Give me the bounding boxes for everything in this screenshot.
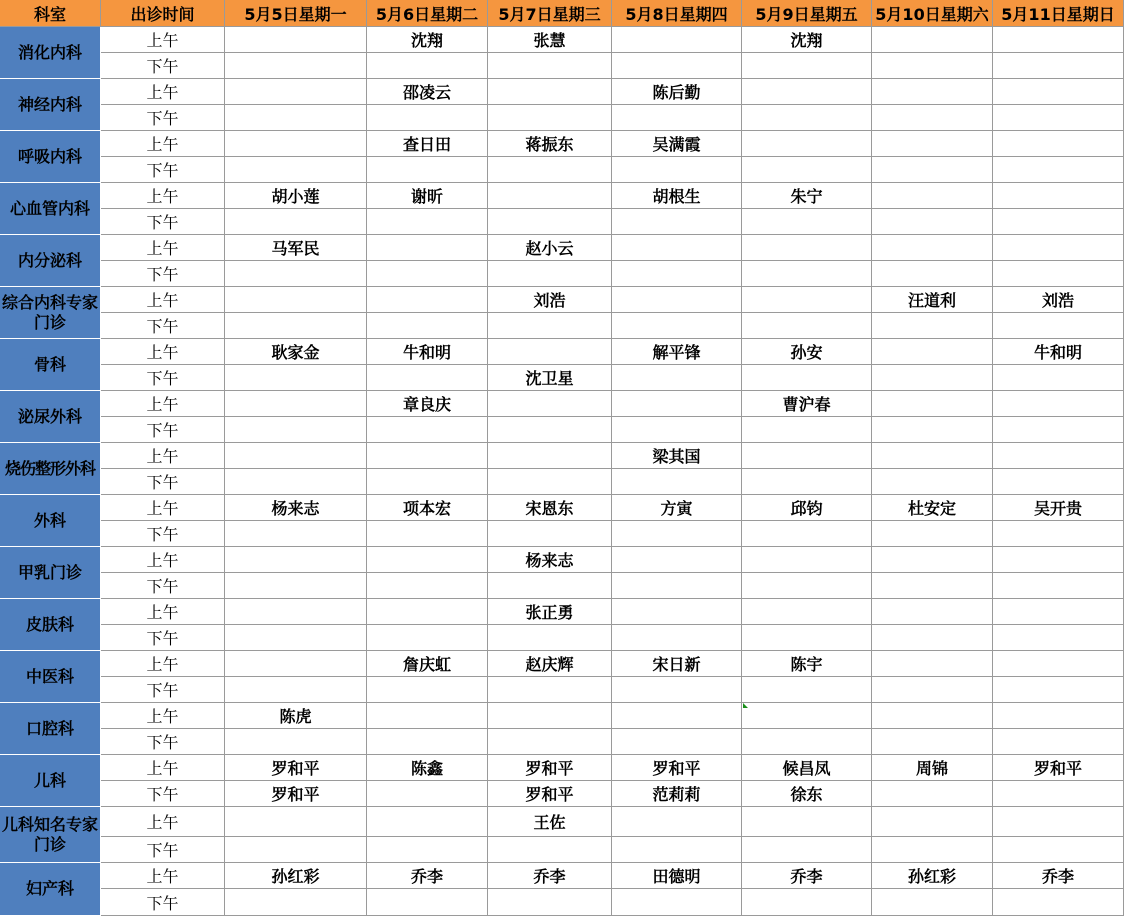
doctor-cell[interactable] — [742, 235, 872, 261]
doctor-cell[interactable] — [993, 625, 1124, 651]
department-cell[interactable]: 甲乳门诊 — [0, 547, 101, 599]
doctor-cell[interactable] — [993, 521, 1124, 547]
session-cell[interactable]: 下午 — [101, 105, 225, 131]
doctor-cell[interactable] — [225, 209, 367, 235]
doctor-cell[interactable] — [367, 209, 488, 235]
doctor-cell[interactable]: 陈宇 — [742, 651, 872, 677]
doctor-cell[interactable] — [612, 27, 742, 53]
doctor-cell[interactable] — [872, 599, 993, 625]
doctor-cell[interactable] — [872, 53, 993, 79]
doctor-cell[interactable]: 陈虎 — [225, 703, 367, 729]
doctor-cell[interactable] — [612, 157, 742, 183]
doctor-cell[interactable]: 徐东 — [742, 781, 872, 807]
doctor-cell[interactable]: 梁其国 — [612, 443, 742, 469]
session-cell[interactable]: 下午 — [101, 521, 225, 547]
doctor-cell[interactable] — [872, 677, 993, 703]
doctor-cell[interactable] — [225, 53, 367, 79]
doctor-cell[interactable]: 乔李 — [488, 863, 612, 889]
session-cell[interactable]: 上午 — [101, 131, 225, 157]
doctor-cell[interactable] — [488, 573, 612, 599]
doctor-cell[interactable] — [993, 183, 1124, 209]
session-cell[interactable]: 上午 — [101, 807, 225, 837]
session-cell[interactable]: 下午 — [101, 417, 225, 443]
doctor-cell[interactable] — [367, 105, 488, 131]
doctor-cell[interactable]: 赵小云 — [488, 235, 612, 261]
doctor-cell[interactable] — [612, 287, 742, 313]
doctor-cell[interactable] — [993, 889, 1124, 916]
doctor-cell[interactable]: 沈翔 — [742, 27, 872, 53]
session-cell[interactable]: 下午 — [101, 837, 225, 863]
doctor-cell[interactable] — [993, 53, 1124, 79]
doctor-cell[interactable] — [742, 703, 872, 729]
doctor-cell[interactable]: 罗和平 — [993, 755, 1124, 781]
doctor-cell[interactable] — [225, 131, 367, 157]
doctor-cell[interactable]: 胡小莲 — [225, 183, 367, 209]
department-cell[interactable]: 泌尿外科 — [0, 391, 101, 443]
doctor-cell[interactable] — [872, 521, 993, 547]
doctor-cell[interactable] — [612, 469, 742, 495]
doctor-cell[interactable] — [367, 469, 488, 495]
doctor-cell[interactable] — [225, 105, 367, 131]
doctor-cell[interactable] — [872, 209, 993, 235]
department-cell[interactable]: 神经内科 — [0, 79, 101, 131]
doctor-cell[interactable] — [993, 235, 1124, 261]
session-cell[interactable]: 下午 — [101, 157, 225, 183]
doctor-cell[interactable] — [488, 157, 612, 183]
doctor-cell[interactable] — [742, 105, 872, 131]
doctor-cell[interactable]: 张正勇 — [488, 599, 612, 625]
doctor-cell[interactable] — [367, 417, 488, 443]
session-cell[interactable]: 下午 — [101, 209, 225, 235]
department-cell[interactable]: 口腔科 — [0, 703, 101, 755]
doctor-cell[interactable] — [742, 469, 872, 495]
header-day[interactable]: 5月6日星期二 — [367, 0, 488, 27]
doctor-cell[interactable] — [367, 521, 488, 547]
doctor-cell[interactable] — [872, 807, 993, 837]
doctor-cell[interactable] — [993, 365, 1124, 391]
department-cell[interactable]: 骨科 — [0, 339, 101, 391]
department-cell[interactable]: 外科 — [0, 495, 101, 547]
doctor-cell[interactable] — [488, 261, 612, 287]
doctor-cell[interactable] — [612, 625, 742, 651]
doctor-cell[interactable] — [612, 573, 742, 599]
session-cell[interactable]: 上午 — [101, 391, 225, 417]
doctor-cell[interactable] — [872, 781, 993, 807]
doctor-cell[interactable]: 孙安 — [742, 339, 872, 365]
doctor-cell[interactable]: 张慧 — [488, 27, 612, 53]
doctor-cell[interactable] — [872, 837, 993, 863]
doctor-cell[interactable] — [872, 79, 993, 105]
doctor-cell[interactable] — [993, 79, 1124, 105]
doctor-cell[interactable]: 赵庆辉 — [488, 651, 612, 677]
doctor-cell[interactable] — [612, 889, 742, 916]
doctor-cell[interactable] — [225, 573, 367, 599]
doctor-cell[interactable] — [225, 417, 367, 443]
session-cell[interactable]: 下午 — [101, 729, 225, 755]
doctor-cell[interactable]: 乔李 — [993, 863, 1124, 889]
doctor-cell[interactable] — [872, 391, 993, 417]
session-cell[interactable]: 上午 — [101, 495, 225, 521]
doctor-cell[interactable] — [225, 599, 367, 625]
doctor-cell[interactable] — [742, 547, 872, 573]
doctor-cell[interactable] — [367, 365, 488, 391]
doctor-cell[interactable]: 罗和平 — [488, 755, 612, 781]
doctor-cell[interactable] — [225, 313, 367, 339]
doctor-cell[interactable] — [367, 837, 488, 863]
doctor-cell[interactable] — [225, 469, 367, 495]
doctor-cell[interactable]: 孙红彩 — [872, 863, 993, 889]
doctor-cell[interactable] — [225, 391, 367, 417]
doctor-cell[interactable] — [993, 729, 1124, 755]
doctor-cell[interactable] — [225, 547, 367, 573]
doctor-cell[interactable] — [225, 677, 367, 703]
doctor-cell[interactable]: 罗和平 — [612, 755, 742, 781]
doctor-cell[interactable] — [993, 261, 1124, 287]
doctor-cell[interactable] — [488, 625, 612, 651]
department-cell[interactable]: 内分泌科 — [0, 235, 101, 287]
session-cell[interactable]: 上午 — [101, 755, 225, 781]
doctor-cell[interactable] — [612, 105, 742, 131]
doctor-cell[interactable] — [742, 807, 872, 837]
doctor-cell[interactable] — [872, 729, 993, 755]
session-cell[interactable]: 下午 — [101, 625, 225, 651]
doctor-cell[interactable] — [742, 443, 872, 469]
doctor-cell[interactable] — [367, 53, 488, 79]
doctor-cell[interactable] — [872, 573, 993, 599]
doctor-cell[interactable] — [993, 27, 1124, 53]
doctor-cell[interactable]: 宋恩东 — [488, 495, 612, 521]
doctor-cell[interactable]: 候昌凤 — [742, 755, 872, 781]
doctor-cell[interactable] — [872, 365, 993, 391]
header-dept[interactable]: 科室 — [0, 0, 101, 27]
doctor-cell[interactable] — [612, 729, 742, 755]
doctor-cell[interactable] — [612, 391, 742, 417]
doctor-cell[interactable] — [742, 729, 872, 755]
doctor-cell[interactable] — [367, 235, 488, 261]
header-time[interactable]: 出诊时间 — [101, 0, 225, 27]
session-cell[interactable]: 上午 — [101, 79, 225, 105]
doctor-cell[interactable] — [225, 837, 367, 863]
doctor-cell[interactable] — [612, 677, 742, 703]
doctor-cell[interactable]: 宋日新 — [612, 651, 742, 677]
doctor-cell[interactable]: 周锦 — [872, 755, 993, 781]
doctor-cell[interactable] — [872, 157, 993, 183]
doctor-cell[interactable] — [993, 837, 1124, 863]
department-cell[interactable]: 心血管内科 — [0, 183, 101, 235]
header-day[interactable]: 5月7日星期三 — [488, 0, 612, 27]
session-cell[interactable]: 下午 — [101, 261, 225, 287]
doctor-cell[interactable] — [488, 889, 612, 916]
doctor-cell[interactable] — [742, 625, 872, 651]
header-day[interactable]: 5月8日星期四 — [612, 0, 742, 27]
doctor-cell[interactable] — [488, 53, 612, 79]
department-cell[interactable]: 消化内科 — [0, 27, 101, 79]
doctor-cell[interactable]: 范莉莉 — [612, 781, 742, 807]
doctor-cell[interactable]: 王佐 — [488, 807, 612, 837]
doctor-cell[interactable] — [993, 391, 1124, 417]
doctor-cell[interactable] — [872, 443, 993, 469]
department-cell[interactable]: 儿科知名专家门诊 — [0, 807, 101, 863]
doctor-cell[interactable] — [872, 469, 993, 495]
doctor-cell[interactable] — [225, 79, 367, 105]
department-cell[interactable]: 中医科 — [0, 651, 101, 703]
session-cell[interactable]: 上午 — [101, 599, 225, 625]
doctor-cell[interactable] — [488, 443, 612, 469]
doctor-cell[interactable]: 吴开贵 — [993, 495, 1124, 521]
doctor-cell[interactable] — [742, 209, 872, 235]
department-cell[interactable]: 综合内科专家门诊 — [0, 287, 101, 339]
doctor-cell[interactable] — [488, 729, 612, 755]
doctor-cell[interactable] — [742, 837, 872, 863]
session-cell[interactable]: 上午 — [101, 443, 225, 469]
doctor-cell[interactable] — [742, 287, 872, 313]
session-cell[interactable]: 下午 — [101, 781, 225, 807]
doctor-cell[interactable] — [367, 677, 488, 703]
doctor-cell[interactable] — [993, 677, 1124, 703]
doctor-cell[interactable] — [742, 889, 872, 916]
session-cell[interactable]: 上午 — [101, 651, 225, 677]
doctor-cell[interactable] — [742, 131, 872, 157]
doctor-cell[interactable] — [225, 287, 367, 313]
header-day[interactable]: 5月11日星期日 — [993, 0, 1124, 27]
doctor-cell[interactable]: 罗和平 — [225, 755, 367, 781]
session-cell[interactable]: 上午 — [101, 183, 225, 209]
session-cell[interactable]: 上午 — [101, 27, 225, 53]
doctor-cell[interactable] — [367, 547, 488, 573]
header-day[interactable]: 5月9日星期五 — [742, 0, 872, 27]
session-cell[interactable]: 下午 — [101, 365, 225, 391]
doctor-cell[interactable]: 詹庆虹 — [367, 651, 488, 677]
doctor-cell[interactable] — [993, 599, 1124, 625]
doctor-cell[interactable] — [872, 339, 993, 365]
doctor-cell[interactable]: 杨来志 — [225, 495, 367, 521]
doctor-cell[interactable]: 胡根生 — [612, 183, 742, 209]
doctor-cell[interactable]: 罗和平 — [488, 781, 612, 807]
doctor-cell[interactable] — [488, 339, 612, 365]
session-cell[interactable]: 下午 — [101, 573, 225, 599]
doctor-cell[interactable] — [742, 677, 872, 703]
doctor-cell[interactable] — [612, 209, 742, 235]
doctor-cell[interactable] — [612, 521, 742, 547]
doctor-cell[interactable] — [225, 651, 367, 677]
doctor-cell[interactable] — [612, 313, 742, 339]
doctor-cell[interactable] — [225, 729, 367, 755]
doctor-cell[interactable] — [993, 313, 1124, 339]
doctor-cell[interactable] — [612, 703, 742, 729]
doctor-cell[interactable] — [367, 781, 488, 807]
doctor-cell[interactable] — [367, 313, 488, 339]
department-cell[interactable]: 呼吸内科 — [0, 131, 101, 183]
doctor-cell[interactable]: 田德明 — [612, 863, 742, 889]
doctor-cell[interactable] — [872, 651, 993, 677]
doctor-cell[interactable] — [367, 625, 488, 651]
doctor-cell[interactable] — [367, 807, 488, 837]
doctor-cell[interactable] — [993, 131, 1124, 157]
doctor-cell[interactable]: 刘浩 — [488, 287, 612, 313]
doctor-cell[interactable]: 孙红彩 — [225, 863, 367, 889]
doctor-cell[interactable] — [367, 889, 488, 916]
doctor-cell[interactable] — [872, 261, 993, 287]
doctor-cell[interactable]: 解平锋 — [612, 339, 742, 365]
session-cell[interactable]: 下午 — [101, 677, 225, 703]
doctor-cell[interactable] — [742, 313, 872, 339]
doctor-cell[interactable] — [367, 261, 488, 287]
doctor-cell[interactable] — [612, 837, 742, 863]
doctor-cell[interactable] — [612, 53, 742, 79]
doctor-cell[interactable] — [225, 365, 367, 391]
doctor-cell[interactable] — [612, 807, 742, 837]
doctor-cell[interactable]: 曹沪春 — [742, 391, 872, 417]
doctor-cell[interactable] — [488, 677, 612, 703]
doctor-cell[interactable] — [367, 599, 488, 625]
doctor-cell[interactable] — [488, 183, 612, 209]
session-cell[interactable]: 下午 — [101, 889, 225, 916]
doctor-cell[interactable]: 乔李 — [742, 863, 872, 889]
doctor-cell[interactable] — [742, 53, 872, 79]
department-cell[interactable]: 儿科 — [0, 755, 101, 807]
doctor-cell[interactable] — [993, 651, 1124, 677]
doctor-cell[interactable] — [488, 703, 612, 729]
cell-comment-marker — [743, 703, 748, 708]
doctor-cell[interactable] — [993, 781, 1124, 807]
doctor-cell[interactable]: 查日田 — [367, 131, 488, 157]
doctor-cell[interactable] — [225, 807, 367, 837]
doctor-cell[interactable] — [612, 547, 742, 573]
doctor-cell[interactable]: 杜安定 — [872, 495, 993, 521]
doctor-cell[interactable] — [225, 261, 367, 287]
doctor-cell[interactable] — [225, 889, 367, 916]
doctor-cell[interactable]: 汪道利 — [872, 287, 993, 313]
doctor-cell[interactable] — [612, 365, 742, 391]
doctor-cell[interactable] — [993, 105, 1124, 131]
doctor-cell[interactable] — [742, 261, 872, 287]
doctor-cell[interactable]: 邱钧 — [742, 495, 872, 521]
doctor-cell[interactable] — [872, 313, 993, 339]
doctor-cell[interactable] — [612, 261, 742, 287]
doctor-cell[interactable] — [225, 443, 367, 469]
doctor-cell[interactable] — [742, 365, 872, 391]
department-cell[interactable]: 皮肤科 — [0, 599, 101, 651]
doctor-cell[interactable] — [742, 79, 872, 105]
doctor-cell[interactable] — [872, 703, 993, 729]
doctor-cell[interactable] — [993, 469, 1124, 495]
doctor-cell[interactable] — [367, 157, 488, 183]
doctor-cell[interactable]: 沈翔 — [367, 27, 488, 53]
doctor-cell[interactable]: 乔李 — [367, 863, 488, 889]
doctor-cell[interactable] — [742, 521, 872, 547]
doctor-cell[interactable] — [488, 79, 612, 105]
doctor-cell[interactable] — [225, 157, 367, 183]
doctor-cell[interactable]: 朱宁 — [742, 183, 872, 209]
doctor-cell[interactable]: 沈卫星 — [488, 365, 612, 391]
doctor-cell[interactable]: 杨来志 — [488, 547, 612, 573]
doctor-cell[interactable]: 陈后勤 — [612, 79, 742, 105]
session-cell[interactable]: 上午 — [101, 339, 225, 365]
doctor-cell[interactable] — [993, 157, 1124, 183]
doctor-cell[interactable]: 吴满霞 — [612, 131, 742, 157]
doctor-cell[interactable] — [872, 417, 993, 443]
doctor-cell[interactable]: 刘浩 — [993, 287, 1124, 313]
header-day[interactable]: 5月10日星期六 — [872, 0, 993, 27]
doctor-cell[interactable] — [612, 417, 742, 443]
doctor-cell[interactable] — [488, 391, 612, 417]
doctor-cell[interactable] — [993, 703, 1124, 729]
doctor-cell[interactable] — [993, 573, 1124, 599]
session-cell[interactable]: 上午 — [101, 547, 225, 573]
doctor-cell[interactable] — [872, 131, 993, 157]
doctor-cell[interactable] — [872, 27, 993, 53]
doctor-cell[interactable]: 邵凌云 — [367, 79, 488, 105]
doctor-cell[interactable] — [488, 313, 612, 339]
doctor-cell[interactable] — [225, 625, 367, 651]
doctor-cell[interactable] — [367, 729, 488, 755]
doctor-cell[interactable]: 蒋振东 — [488, 131, 612, 157]
doctor-cell[interactable]: 章良庆 — [367, 391, 488, 417]
doctor-cell[interactable] — [488, 837, 612, 863]
doctor-cell[interactable] — [993, 209, 1124, 235]
session-cell[interactable]: 上午 — [101, 863, 225, 889]
doctor-cell[interactable] — [612, 599, 742, 625]
session-cell[interactable]: 下午 — [101, 53, 225, 79]
doctor-cell[interactable] — [993, 807, 1124, 837]
doctor-cell[interactable]: 陈鑫 — [367, 755, 488, 781]
doctor-cell[interactable]: 罗和平 — [225, 781, 367, 807]
doctor-cell[interactable]: 方寅 — [612, 495, 742, 521]
doctor-cell[interactable]: 牛和明 — [367, 339, 488, 365]
header-day[interactable]: 5月5日星期一 — [225, 0, 367, 27]
session-cell[interactable]: 下午 — [101, 313, 225, 339]
department-cell[interactable]: 妇产科 — [0, 863, 101, 916]
doctor-cell[interactable] — [742, 157, 872, 183]
doctor-cell[interactable] — [872, 183, 993, 209]
session-cell[interactable]: 下午 — [101, 469, 225, 495]
session-cell[interactable]: 上午 — [101, 235, 225, 261]
doctor-cell[interactable] — [488, 521, 612, 547]
session-cell[interactable]: 上午 — [101, 287, 225, 313]
doctor-cell[interactable] — [742, 573, 872, 599]
doctor-cell[interactable] — [612, 235, 742, 261]
doctor-cell[interactable] — [367, 703, 488, 729]
doctor-cell[interactable] — [993, 443, 1124, 469]
doctor-cell[interactable] — [367, 573, 488, 599]
doctor-cell[interactable] — [225, 521, 367, 547]
doctor-cell[interactable] — [742, 599, 872, 625]
doctor-cell[interactable] — [872, 105, 993, 131]
doctor-cell[interactable] — [993, 417, 1124, 443]
doctor-cell[interactable] — [225, 27, 367, 53]
doctor-cell[interactable] — [872, 547, 993, 573]
doctor-cell[interactable] — [872, 625, 993, 651]
doctor-cell[interactable] — [488, 469, 612, 495]
doctor-cell[interactable] — [993, 547, 1124, 573]
doctor-cell[interactable] — [872, 235, 993, 261]
doctor-cell[interactable] — [367, 287, 488, 313]
doctor-cell[interactable] — [488, 105, 612, 131]
doctor-cell[interactable] — [742, 417, 872, 443]
doctor-cell[interactable] — [488, 417, 612, 443]
session-cell[interactable]: 上午 — [101, 703, 225, 729]
doctor-cell[interactable]: 谢昕 — [367, 183, 488, 209]
doctor-cell[interactable] — [367, 443, 488, 469]
doctor-cell[interactable]: 耿家金 — [225, 339, 367, 365]
doctor-cell[interactable] — [488, 209, 612, 235]
doctor-cell[interactable] — [872, 889, 993, 916]
doctor-cell[interactable]: 项本宏 — [367, 495, 488, 521]
doctor-cell[interactable]: 马军民 — [225, 235, 367, 261]
department-cell[interactable]: 烧伤整形外科 — [0, 443, 101, 495]
doctor-cell[interactable]: 牛和明 — [993, 339, 1124, 365]
